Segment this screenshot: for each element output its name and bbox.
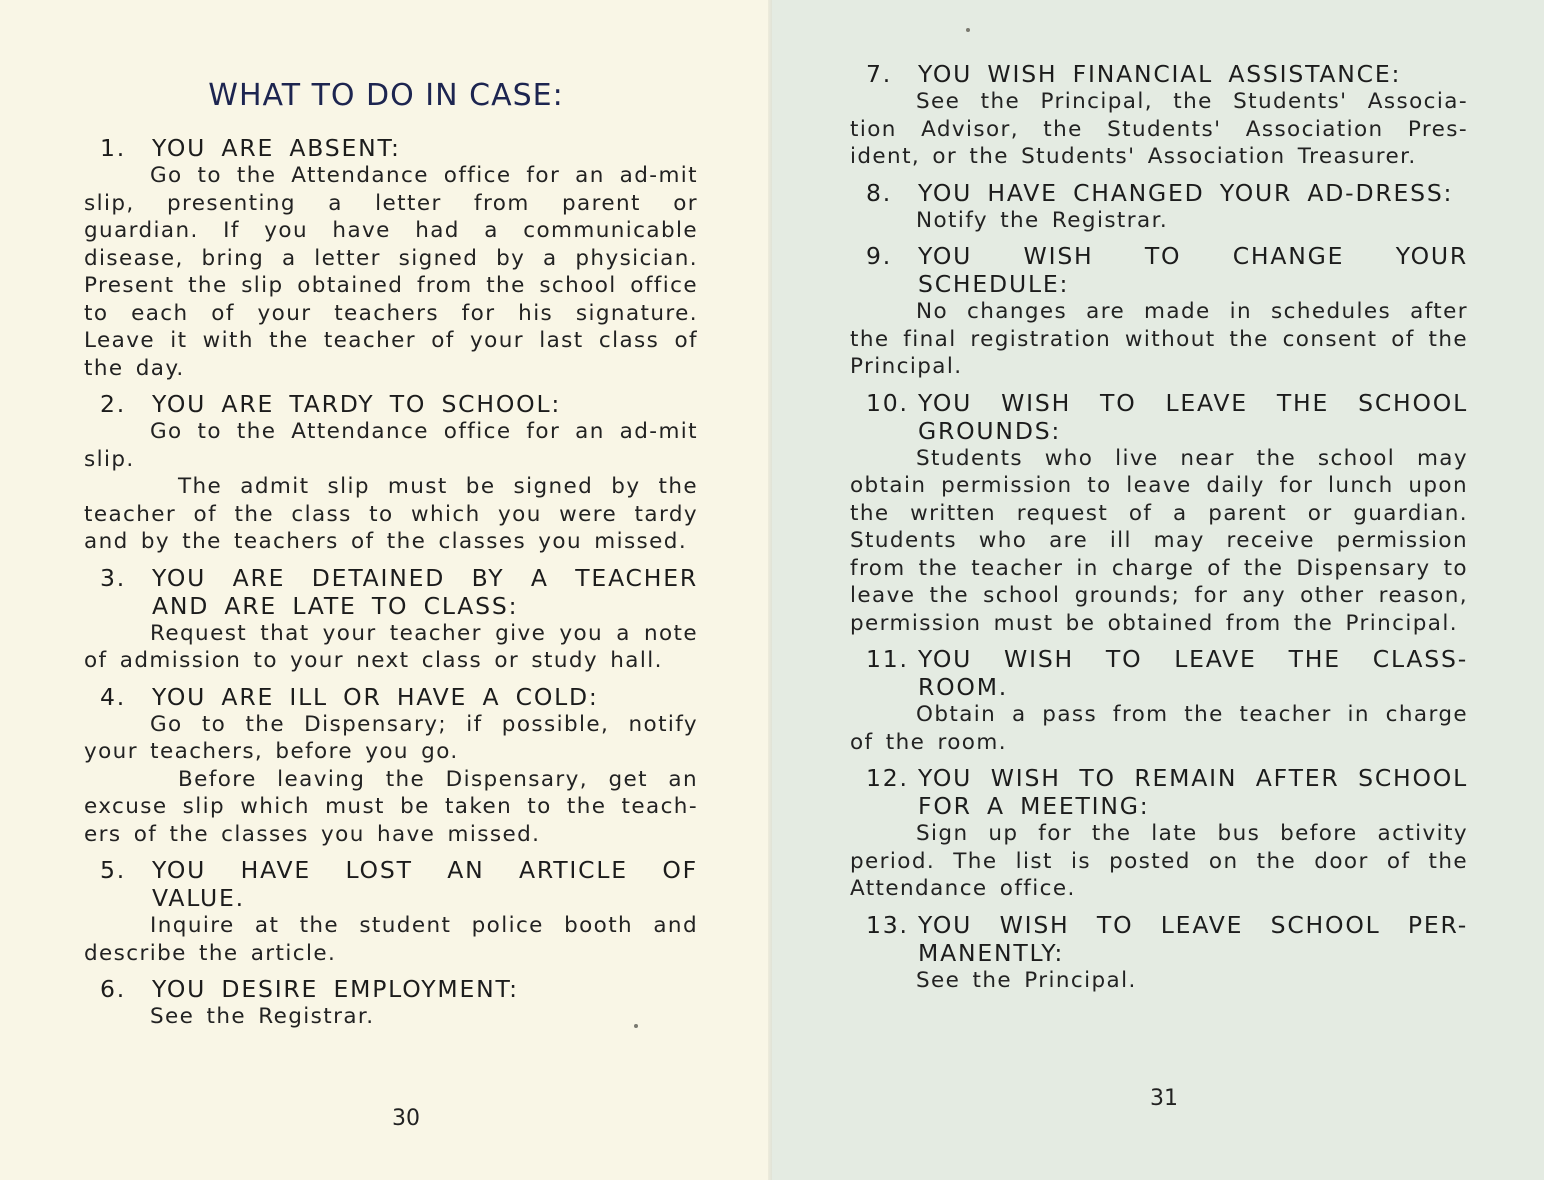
section-item <box>850 389 1468 638</box>
section-heading-text: YOU HAVE CHANGED YOUR AD-DRESS: <box>918 178 1454 207</box>
section-heading <box>850 60 1468 88</box>
section-heading-text: YOU WISH TO LEAVE SCHOOL PER-MANENTLY: <box>918 910 1468 967</box>
right-page <box>772 0 1544 1180</box>
section-item <box>850 60 1468 171</box>
section-item <box>84 134 698 382</box>
section-heading-text: YOU WISH TO REMAIN AFTER SCHOOL FOR A MEETING: <box>918 764 1468 820</box>
section-paragraph: Go to the Attendance office for an ad-mit slip. <box>84 419 698 472</box>
section-heading <box>850 645 1468 701</box>
section-item <box>850 911 1468 995</box>
page-number-left: 30 <box>392 1106 420 1131</box>
section-number: 12. <box>866 764 909 792</box>
section-heading-text: YOU DESIRE EMPLOYMENT: <box>152 975 519 1003</box>
section-number: 9. <box>866 242 893 270</box>
section-paragraph: Inquire at the student police booth and describe the article. <box>84 913 698 966</box>
section-number: 1. <box>100 134 127 162</box>
section-item <box>84 975 698 1031</box>
section-heading-text: YOU ARE ILL OR HAVE A COLD: <box>152 682 599 711</box>
paper-speck <box>634 1024 638 1028</box>
section-item <box>84 856 698 967</box>
section-heading-text: YOU ARE DETAINED BY A TEACHER AND ARE LATE TO CLASS: <box>152 563 698 620</box>
section-paragraph: Go to the Dispensary; if possible, notify your teachers, before you go. <box>84 711 698 764</box>
section-item <box>84 683 698 849</box>
section-paragraph: Request that your teacher give you a note of admission to your next class or study hall. <box>84 620 698 673</box>
section-paragraph: Notify the Registrar. <box>916 207 1169 233</box>
section-paragraph: See the Principal, the Students' Associa-tion Advisor, the Students' Association Pres-ident, or the Students' Association Treasurer. <box>850 89 1468 169</box>
section-heading-text: YOU WISH TO CHANGE YOUR SCHEDULE: <box>918 242 1468 298</box>
section-number: 8. <box>866 178 893 207</box>
section-paragraph: Go to the Attendance office for an ad-mit slip, presenting a letter from parent or guardian. If you have had a communicable disease, bring a letter signed by a physician. Present the slip obtained from the school office to each of your teachers for his signature. Leave it with the teacher of your last class of the day. <box>84 163 698 381</box>
section-heading <box>850 911 1468 967</box>
section-heading-text: YOU WISH TO LEAVE THE CLASS-ROOM. <box>918 645 1468 701</box>
section-item <box>850 645 1468 756</box>
section-number: 7. <box>866 60 893 88</box>
left-page-content <box>84 134 698 1039</box>
section-item <box>850 179 1468 235</box>
section-paragraph: The admit slip must be signed by the teacher of the class to which you were tardy and by the teachers of the classes you missed. <box>84 474 698 554</box>
section-number: 11. <box>866 645 909 673</box>
section-paragraph: No changes are made in schedules after the final registration without the consent of the Principal. <box>850 299 1468 379</box>
section-heading <box>84 975 698 1003</box>
section-heading <box>850 242 1468 298</box>
section-number: 6. <box>100 975 127 1003</box>
section-number: 3. <box>100 563 127 592</box>
section-heading-text: YOU ARE TARDY TO SCHOOL: <box>152 390 562 418</box>
right-page-content <box>850 60 1468 1002</box>
section-number: 13. <box>866 910 909 939</box>
section-heading <box>850 764 1468 820</box>
section-paragraph: Sign up for the late bus before activity period. The list is posted on the door of the Attendance office. <box>850 821 1468 901</box>
section-paragraph: See the Registrar. <box>150 1004 375 1029</box>
section-item <box>850 764 1468 903</box>
section-item <box>84 564 698 675</box>
section-number: 4. <box>100 682 127 711</box>
section-heading-text: YOU HAVE LOST AN ARTICLE OF VALUE. <box>152 856 698 912</box>
section-number: 5. <box>100 856 127 884</box>
section-paragraph: Obtain a pass from the teacher in charge of the room. <box>850 702 1468 755</box>
section-heading-text: YOU WISH TO LEAVE THE SCHOOL GROUNDS: <box>918 388 1468 445</box>
section-heading <box>850 179 1468 207</box>
section-heading-text: YOU WISH FINANCIAL ASSISTANCE: <box>918 60 1402 88</box>
section-number: 2. <box>100 390 127 418</box>
paper-speck <box>966 28 970 32</box>
section-heading <box>850 389 1468 445</box>
section-heading <box>84 134 698 162</box>
section-heading <box>84 564 698 620</box>
section-heading <box>84 390 698 418</box>
page-number-right: 31 <box>1150 1086 1178 1111</box>
section-paragraph: Students who live near the school may obtain permission to leave daily for lunch upon the written request of a parent or guardian. Students who are ill may receive permission from the teacher in charge of the Dispensary to leave the school grounds; for any other reason, permission must be obtained from the Principal. <box>850 445 1468 636</box>
section-item <box>84 390 698 556</box>
section-heading <box>84 856 698 912</box>
section-number: 10. <box>866 388 909 417</box>
section-paragraph: See the Principal. <box>916 967 1137 993</box>
section-heading-text: YOU ARE ABSENT: <box>152 134 401 162</box>
section-item <box>850 242 1468 381</box>
page-title: WHAT TO DO IN CASE: <box>208 78 564 113</box>
section-paragraph: Before leaving the Dispensary, get an excuse slip which must be taken to the teach-ers of the classes you have missed. <box>84 766 698 847</box>
section-heading <box>84 683 698 711</box>
